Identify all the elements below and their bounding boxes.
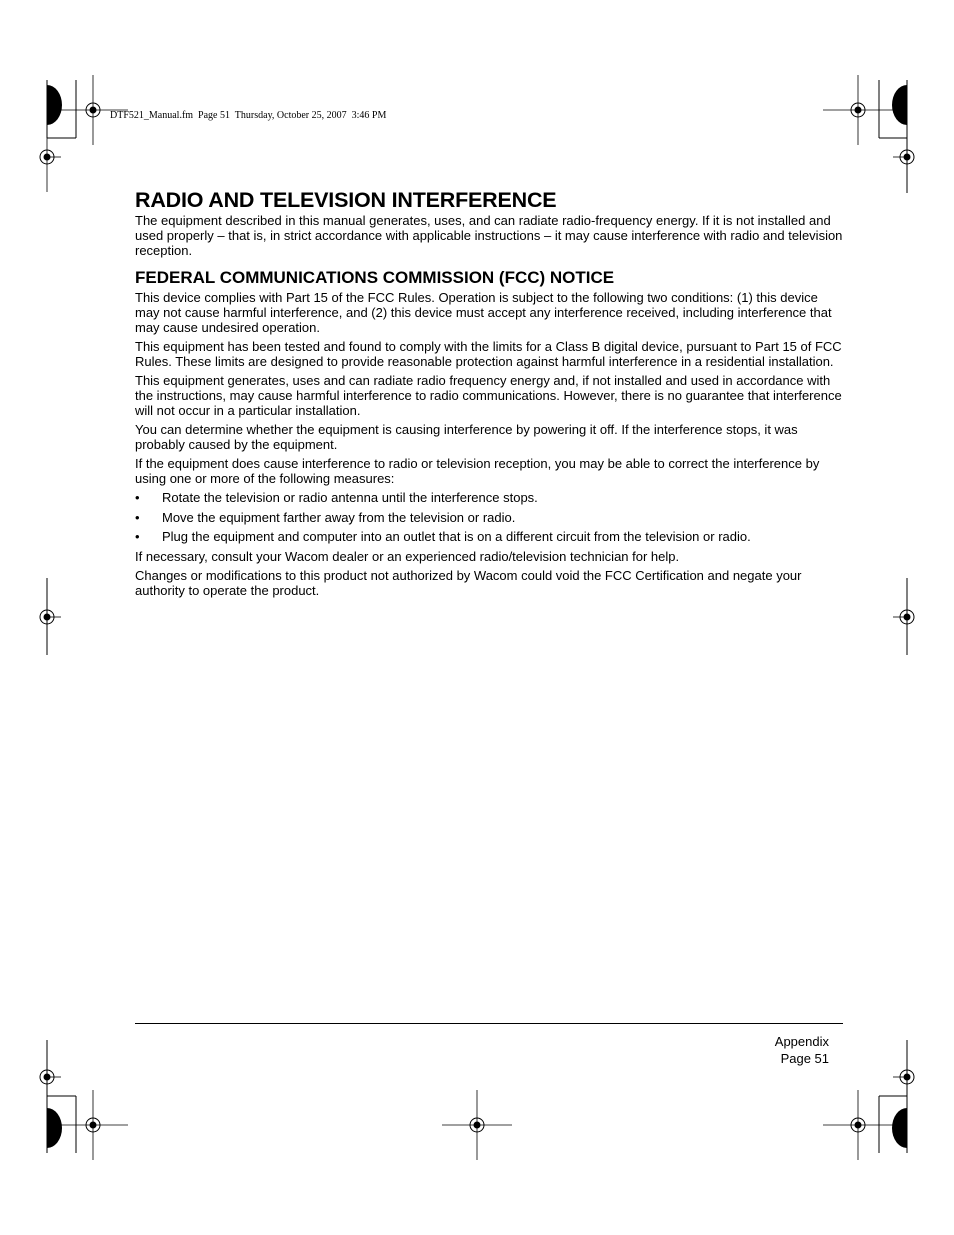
fcc-paragraph: This equipment generates, uses and can radiate radio frequency energy and, if not installed and used in accordance with the instructions, may cause harmful interference to radio communications. However, there is no guarantee that interference will not occur in a particular installation. [135, 373, 842, 418]
fcc-paragraph: You can determine whether the equipment is causing interference by powering it off. If the interference stops, it was probably caused by the equipment. [135, 422, 798, 452]
fcc-paragraph: This equipment has been tested and found to comply with the limits for a Class B digital device, pursuant to Part 15 of FCC Rules. These limits are designed to provide reasonable protection against harmful interference in a residential installation. [135, 339, 842, 369]
registration-mark-bottom-left [58, 1090, 128, 1160]
registration-mark-top-right [823, 75, 893, 145]
page-content [135, 187, 843, 602]
intro-paragraph: The equipment described in this manual generates, uses, and can radiate radio-frequency energy. If it is not installed and used properly – that is, in strict accordance with applicable instructions – it may cause interference with radio and television reception. [135, 213, 843, 258]
fcc-heading: FEDERAL COMMUNICATIONS COMMISSION (FCC) NOTICE [135, 268, 615, 287]
list-item-text: Move the equipment farther away from the television or radio. [162, 509, 516, 525]
page-footer [775, 1033, 829, 1067]
list-item [135, 529, 843, 544]
list-item [135, 490, 843, 505]
fcc-paragraph: If the equipment does cause interference to radio or television reception, you may be able to correct the interference by using one or more of the following measures: [135, 456, 820, 486]
list-item [135, 510, 843, 525]
closing-paragraph: If necessary, consult your Wacom dealer or an experienced radio/television technician for help. [135, 549, 680, 564]
list-item-text: Rotate the television or radio antenna until the interference stops. [162, 490, 538, 505]
fcc-paragraph: This device complies with Part 15 of the FCC Rules. Operation is subject to the following two conditions: (1) this device may not cause harmful interference, and (2) this device must accept any interference received, including interference that may cause undesired operation. [135, 290, 832, 335]
measures-list [135, 490, 843, 544]
page-number: Page 51 [780, 1051, 829, 1066]
registration-mark-bottom-right [823, 1090, 893, 1160]
footer-section: Appendix [774, 1034, 829, 1049]
closing-paragraph: Changes or modifications to this product not authorized by Wacom could void the FCC Certification and negate your authority to operate the product. [135, 568, 802, 598]
footer-divider [135, 1023, 843, 1024]
print-header: DTF521_Manual.fm Page 51 Thursday, October 25, 2007 3:46 PM [110, 110, 387, 121]
page-title: RADIO AND TELEVISION INTERFERENCE [135, 188, 557, 212]
registration-mark-bottom-center [442, 1090, 512, 1160]
bullet-icon: • [135, 509, 140, 525]
bullet-icon: • [135, 490, 140, 505]
list-item-text: Plug the equipment and computer into an outlet that is on a different circuit from the television or radio. [162, 529, 751, 544]
bullet-icon: • [135, 529, 140, 544]
